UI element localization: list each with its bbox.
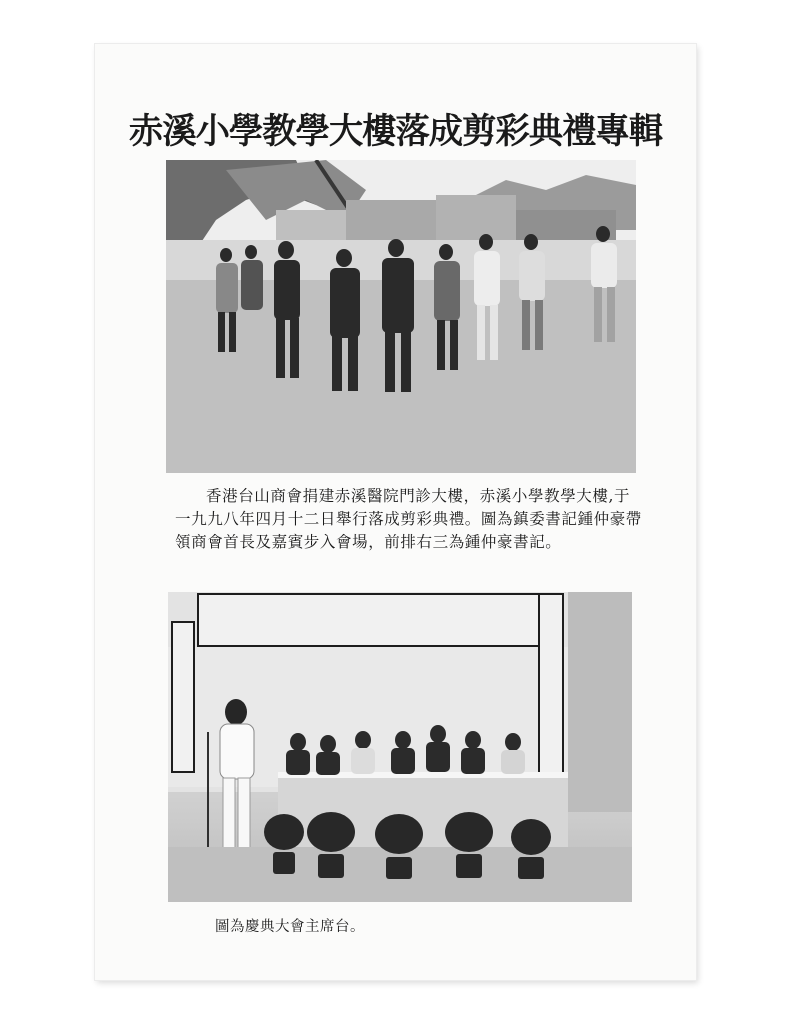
crowd-walking-photo	[166, 160, 636, 473]
document-page	[95, 44, 696, 980]
photo1-caption: 香港台山商會捐建赤溪醫院門診大樓，赤溪小學教學大樓,于一九九八年四月十二日舉行落成剪彩典禮。圖為鎮委書記鍾仲豪帶領商會首長及嘉賓步入會場，前排右三為鍾仲豪書記。	[175, 487, 642, 551]
photo2-caption: 圖為慶典大會主席台。	[215, 919, 365, 935]
stage-ceremony-photo	[168, 592, 632, 902]
document-title: 赤溪小學教學大樓落成剪彩典禮專輯	[128, 112, 663, 152]
crowd-walking-illustration	[166, 160, 636, 473]
stage-ceremony-illustration	[168, 592, 632, 902]
